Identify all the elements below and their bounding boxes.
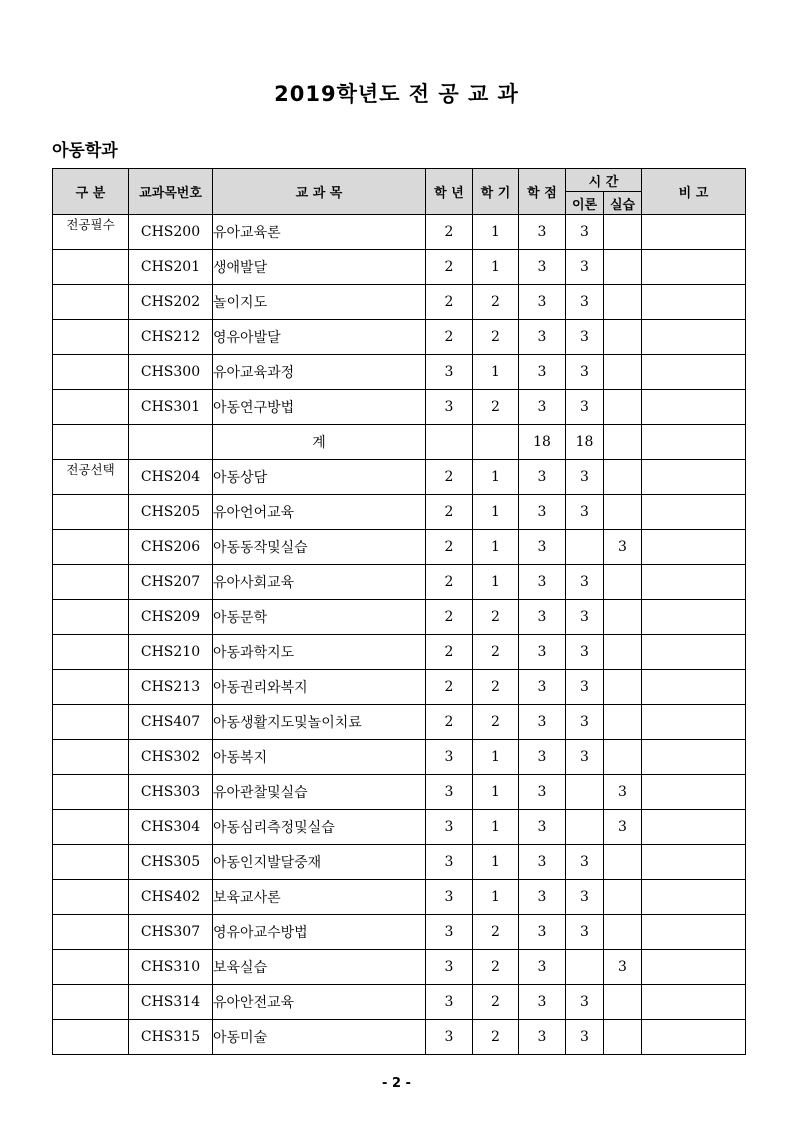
practice-hours-cell (604, 355, 642, 390)
practice-hours-cell: 3 (604, 950, 642, 985)
year-cell: 3 (426, 915, 473, 950)
practice-hours-cell: 3 (604, 775, 642, 810)
credit-cell: 3 (519, 215, 566, 250)
year-cell (426, 425, 473, 460)
remarks-cell (642, 565, 746, 600)
category-cell (53, 285, 129, 320)
category-cell (53, 355, 129, 390)
theory-hours-cell: 3 (566, 250, 604, 285)
semester-cell: 1 (473, 250, 519, 285)
practice-hours-cell: 3 (604, 530, 642, 565)
course-name-cell: 계 (213, 425, 426, 460)
table-row (53, 320, 746, 355)
table-row (53, 810, 746, 845)
credit-cell: 3 (519, 390, 566, 425)
remarks-cell (642, 460, 746, 495)
code-cell: CHS212 (129, 320, 213, 355)
header-credit: 학 점 (519, 169, 566, 215)
remarks-cell (642, 775, 746, 810)
semester-cell: 1 (473, 460, 519, 495)
course-name-cell: 아동복지 (213, 740, 426, 775)
category-cell (53, 950, 129, 985)
practice-hours-cell (604, 915, 642, 950)
category-cell (53, 670, 129, 705)
table-row (53, 880, 746, 915)
header-name: 교 과 목 (213, 169, 426, 215)
semester-cell: 2 (473, 635, 519, 670)
practice-hours-cell (604, 740, 642, 775)
header-year: 학 년 (426, 169, 473, 215)
practice-hours-cell (604, 635, 642, 670)
category-cell (53, 915, 129, 950)
theory-hours-cell: 3 (566, 1020, 604, 1055)
table-row (53, 915, 746, 950)
theory-hours-cell (566, 775, 604, 810)
credit-cell: 18 (519, 425, 566, 460)
remarks-cell (642, 880, 746, 915)
practice-hours-cell (604, 705, 642, 740)
course-name-cell: 유아안전교육 (213, 985, 426, 1020)
semester-cell: 1 (473, 810, 519, 845)
table-row (53, 600, 746, 635)
semester-cell: 1 (473, 740, 519, 775)
code-cell: CHS301 (129, 390, 213, 425)
code-cell: CHS209 (129, 600, 213, 635)
code-cell: CHS205 (129, 495, 213, 530)
remarks-cell (642, 635, 746, 670)
remarks-cell (642, 845, 746, 880)
table-row (53, 565, 746, 600)
year-cell: 3 (426, 775, 473, 810)
year-cell: 2 (426, 495, 473, 530)
practice-hours-cell (604, 985, 642, 1020)
course-name-cell: 아동연구방법 (213, 390, 426, 425)
credit-cell: 3 (519, 670, 566, 705)
theory-hours-cell: 3 (566, 355, 604, 390)
table-header (53, 169, 746, 215)
theory-hours-cell: 3 (566, 600, 604, 635)
category-cell (53, 880, 129, 915)
course-name-cell: 아동인지발달중재 (213, 845, 426, 880)
credit-cell: 3 (519, 355, 566, 390)
table-row (53, 950, 746, 985)
remarks-cell (642, 740, 746, 775)
year-cell: 3 (426, 810, 473, 845)
credit-cell: 3 (519, 845, 566, 880)
category-cell (53, 985, 129, 1020)
theory-hours-cell: 3 (566, 635, 604, 670)
semester-cell: 2 (473, 1020, 519, 1055)
code-cell: CHS207 (129, 565, 213, 600)
category-cell (53, 425, 129, 460)
semester-cell: 2 (473, 985, 519, 1020)
semester-cell: 1 (473, 775, 519, 810)
code-cell: CHS202 (129, 285, 213, 320)
practice-hours-cell (604, 320, 642, 355)
table-row (53, 495, 746, 530)
page-number: - 2 - (382, 1076, 411, 1091)
category-cell (53, 705, 129, 740)
semester-cell: 2 (473, 285, 519, 320)
theory-hours-cell (566, 950, 604, 985)
theory-hours-cell: 3 (566, 880, 604, 915)
semester-cell: 1 (473, 880, 519, 915)
year-cell: 3 (426, 950, 473, 985)
category-cell (53, 250, 129, 285)
practice-hours-cell: 3 (604, 810, 642, 845)
course-name-cell: 영유아발달 (213, 320, 426, 355)
course-name-cell: 아동상담 (213, 460, 426, 495)
practice-hours-cell (604, 1020, 642, 1055)
credit-cell: 3 (519, 985, 566, 1020)
category-cell (53, 600, 129, 635)
page-title: 2019학년도 전 공 교 과 (274, 82, 519, 106)
credit-cell: 3 (519, 740, 566, 775)
year-cell: 3 (426, 880, 473, 915)
credit-cell: 3 (519, 250, 566, 285)
remarks-cell (642, 1020, 746, 1055)
semester-cell: 1 (473, 565, 519, 600)
theory-hours-cell: 18 (566, 425, 604, 460)
course-name-cell: 유아교육론 (213, 215, 426, 250)
total-row (53, 425, 746, 460)
code-cell: CHS201 (129, 250, 213, 285)
header-theory: 이론 (566, 192, 604, 215)
credit-cell: 3 (519, 775, 566, 810)
year-cell: 2 (426, 635, 473, 670)
credit-cell: 3 (519, 285, 566, 320)
course-name-cell: 유아사회교육 (213, 565, 426, 600)
semester-cell: 1 (473, 495, 519, 530)
code-cell (129, 425, 213, 460)
year-cell: 3 (426, 740, 473, 775)
theory-hours-cell: 3 (566, 705, 604, 740)
theory-hours-cell: 3 (566, 845, 604, 880)
practice-hours-cell (604, 390, 642, 425)
course-name-cell: 보육실습 (213, 950, 426, 985)
year-cell: 2 (426, 320, 473, 355)
credit-cell: 3 (519, 495, 566, 530)
code-cell: CHS402 (129, 880, 213, 915)
credit-cell: 3 (519, 460, 566, 495)
table-row (53, 635, 746, 670)
code-cell: CHS305 (129, 845, 213, 880)
practice-hours-cell (604, 565, 642, 600)
table-row (53, 1020, 746, 1055)
course-name-cell: 유아관찰및실습 (213, 775, 426, 810)
category-cell (53, 565, 129, 600)
year-cell: 2 (426, 670, 473, 705)
code-cell: CHS200 (129, 215, 213, 250)
credit-cell: 3 (519, 1020, 566, 1055)
code-cell: CHS302 (129, 740, 213, 775)
credit-cell: 3 (519, 950, 566, 985)
course-name-cell: 아동생활지도및놀이치료 (213, 705, 426, 740)
remarks-cell (642, 670, 746, 705)
theory-hours-cell: 3 (566, 740, 604, 775)
header-code: 교과목번호 (129, 169, 213, 215)
table-row (53, 705, 746, 740)
table-row (53, 530, 746, 565)
code-cell: CHS210 (129, 635, 213, 670)
category-cell (53, 845, 129, 880)
year-cell: 2 (426, 705, 473, 740)
credit-cell: 3 (519, 915, 566, 950)
semester-cell: 2 (473, 950, 519, 985)
year-cell: 2 (426, 530, 473, 565)
code-cell: CHS304 (129, 810, 213, 845)
practice-hours-cell (604, 215, 642, 250)
practice-hours-cell (604, 425, 642, 460)
semester-cell: 2 (473, 670, 519, 705)
header-category: 구 분 (53, 169, 129, 215)
practice-hours-cell (604, 495, 642, 530)
theory-hours-cell: 3 (566, 285, 604, 320)
remarks-cell (642, 705, 746, 740)
practice-hours-cell (604, 460, 642, 495)
header-practice: 실습 (604, 192, 642, 215)
course-table (52, 168, 746, 1055)
practice-hours-cell (604, 845, 642, 880)
table-row (53, 740, 746, 775)
code-cell: CHS314 (129, 985, 213, 1020)
semester-cell: 2 (473, 600, 519, 635)
semester-cell: 2 (473, 915, 519, 950)
credit-cell: 3 (519, 530, 566, 565)
course-name-cell: 생애발달 (213, 250, 426, 285)
table-row (53, 775, 746, 810)
practice-hours-cell (604, 670, 642, 705)
practice-hours-cell (604, 285, 642, 320)
year-cell: 2 (426, 460, 473, 495)
table-row (53, 215, 746, 250)
theory-hours-cell: 3 (566, 320, 604, 355)
year-cell: 2 (426, 250, 473, 285)
code-cell: CHS407 (129, 705, 213, 740)
credit-cell: 3 (519, 810, 566, 845)
practice-hours-cell (604, 250, 642, 285)
category-cell (53, 495, 129, 530)
year-cell: 3 (426, 355, 473, 390)
semester-cell: 1 (473, 355, 519, 390)
course-name-cell: 아동미술 (213, 1020, 426, 1055)
code-cell: CHS307 (129, 915, 213, 950)
credit-cell: 3 (519, 320, 566, 355)
category-cell (53, 775, 129, 810)
remarks-cell (642, 985, 746, 1020)
course-name-cell: 아동문학 (213, 600, 426, 635)
theory-hours-cell: 3 (566, 985, 604, 1020)
category-cell (53, 390, 129, 425)
code-cell: CHS213 (129, 670, 213, 705)
semester-cell: 2 (473, 705, 519, 740)
theory-hours-cell: 3 (566, 565, 604, 600)
category-cell (53, 1020, 129, 1055)
category-cell (53, 740, 129, 775)
credit-cell: 3 (519, 880, 566, 915)
semester-cell: 1 (473, 845, 519, 880)
theory-hours-cell: 3 (566, 215, 604, 250)
credit-cell: 3 (519, 635, 566, 670)
header-hours: 시 간 (566, 169, 642, 192)
remarks-cell (642, 810, 746, 845)
credit-cell: 3 (519, 705, 566, 740)
year-cell: 2 (426, 285, 473, 320)
theory-hours-cell: 3 (566, 670, 604, 705)
credit-cell: 3 (519, 565, 566, 600)
course-name-cell: 아동과학지도 (213, 635, 426, 670)
table-row (53, 285, 746, 320)
header-semester: 학 기 (473, 169, 519, 215)
code-cell: CHS300 (129, 355, 213, 390)
theory-hours-cell (566, 810, 604, 845)
course-name-cell: 유아교육과정 (213, 355, 426, 390)
table-row (53, 390, 746, 425)
theory-hours-cell: 3 (566, 915, 604, 950)
course-name-cell: 보육교사론 (213, 880, 426, 915)
code-cell: CHS204 (129, 460, 213, 495)
remarks-cell (642, 530, 746, 565)
semester-cell: 2 (473, 320, 519, 355)
theory-hours-cell: 3 (566, 460, 604, 495)
remarks-cell (642, 425, 746, 460)
category-cell (53, 635, 129, 670)
semester-cell (473, 425, 519, 460)
category-cell: 전공선택 (53, 460, 129, 495)
category-cell: 전공필수 (53, 215, 129, 250)
table-row (53, 355, 746, 390)
remarks-cell (642, 250, 746, 285)
category-cell (53, 530, 129, 565)
theory-hours-cell: 3 (566, 495, 604, 530)
year-cell: 3 (426, 1020, 473, 1055)
theory-hours-cell (566, 530, 604, 565)
remarks-cell (642, 215, 746, 250)
year-cell: 2 (426, 215, 473, 250)
semester-cell: 1 (473, 215, 519, 250)
course-name-cell: 아동권리와복지 (213, 670, 426, 705)
code-cell: CHS303 (129, 775, 213, 810)
header-remarks: 비 고 (642, 169, 746, 215)
table-row (53, 250, 746, 285)
theory-hours-cell: 3 (566, 390, 604, 425)
code-cell: CHS315 (129, 1020, 213, 1055)
table-row (53, 985, 746, 1020)
course-name-cell: 아동심리측정및실습 (213, 810, 426, 845)
code-cell: CHS310 (129, 950, 213, 985)
remarks-cell (642, 950, 746, 985)
year-cell: 3 (426, 845, 473, 880)
table-row (53, 845, 746, 880)
practice-hours-cell (604, 600, 642, 635)
table-row (53, 670, 746, 705)
course-name-cell: 영유아교수방법 (213, 915, 426, 950)
course-name-cell: 놀이지도 (213, 285, 426, 320)
category-cell (53, 810, 129, 845)
table-body (53, 215, 746, 1055)
credit-cell: 3 (519, 600, 566, 635)
course-name-cell: 아동동작및실습 (213, 530, 426, 565)
remarks-cell (642, 495, 746, 530)
code-cell: CHS206 (129, 530, 213, 565)
course-name-cell: 유아언어교육 (213, 495, 426, 530)
remarks-cell (642, 390, 746, 425)
remarks-cell (642, 355, 746, 390)
practice-hours-cell (604, 880, 642, 915)
year-cell: 3 (426, 390, 473, 425)
remarks-cell (642, 915, 746, 950)
remarks-cell (642, 320, 746, 355)
category-cell (53, 320, 129, 355)
table-row (53, 460, 746, 495)
department-heading: 아동학과 (52, 141, 118, 161)
remarks-cell (642, 285, 746, 320)
semester-cell: 1 (473, 530, 519, 565)
year-cell: 3 (426, 985, 473, 1020)
year-cell: 2 (426, 565, 473, 600)
semester-cell: 2 (473, 390, 519, 425)
year-cell: 2 (426, 600, 473, 635)
remarks-cell (642, 600, 746, 635)
